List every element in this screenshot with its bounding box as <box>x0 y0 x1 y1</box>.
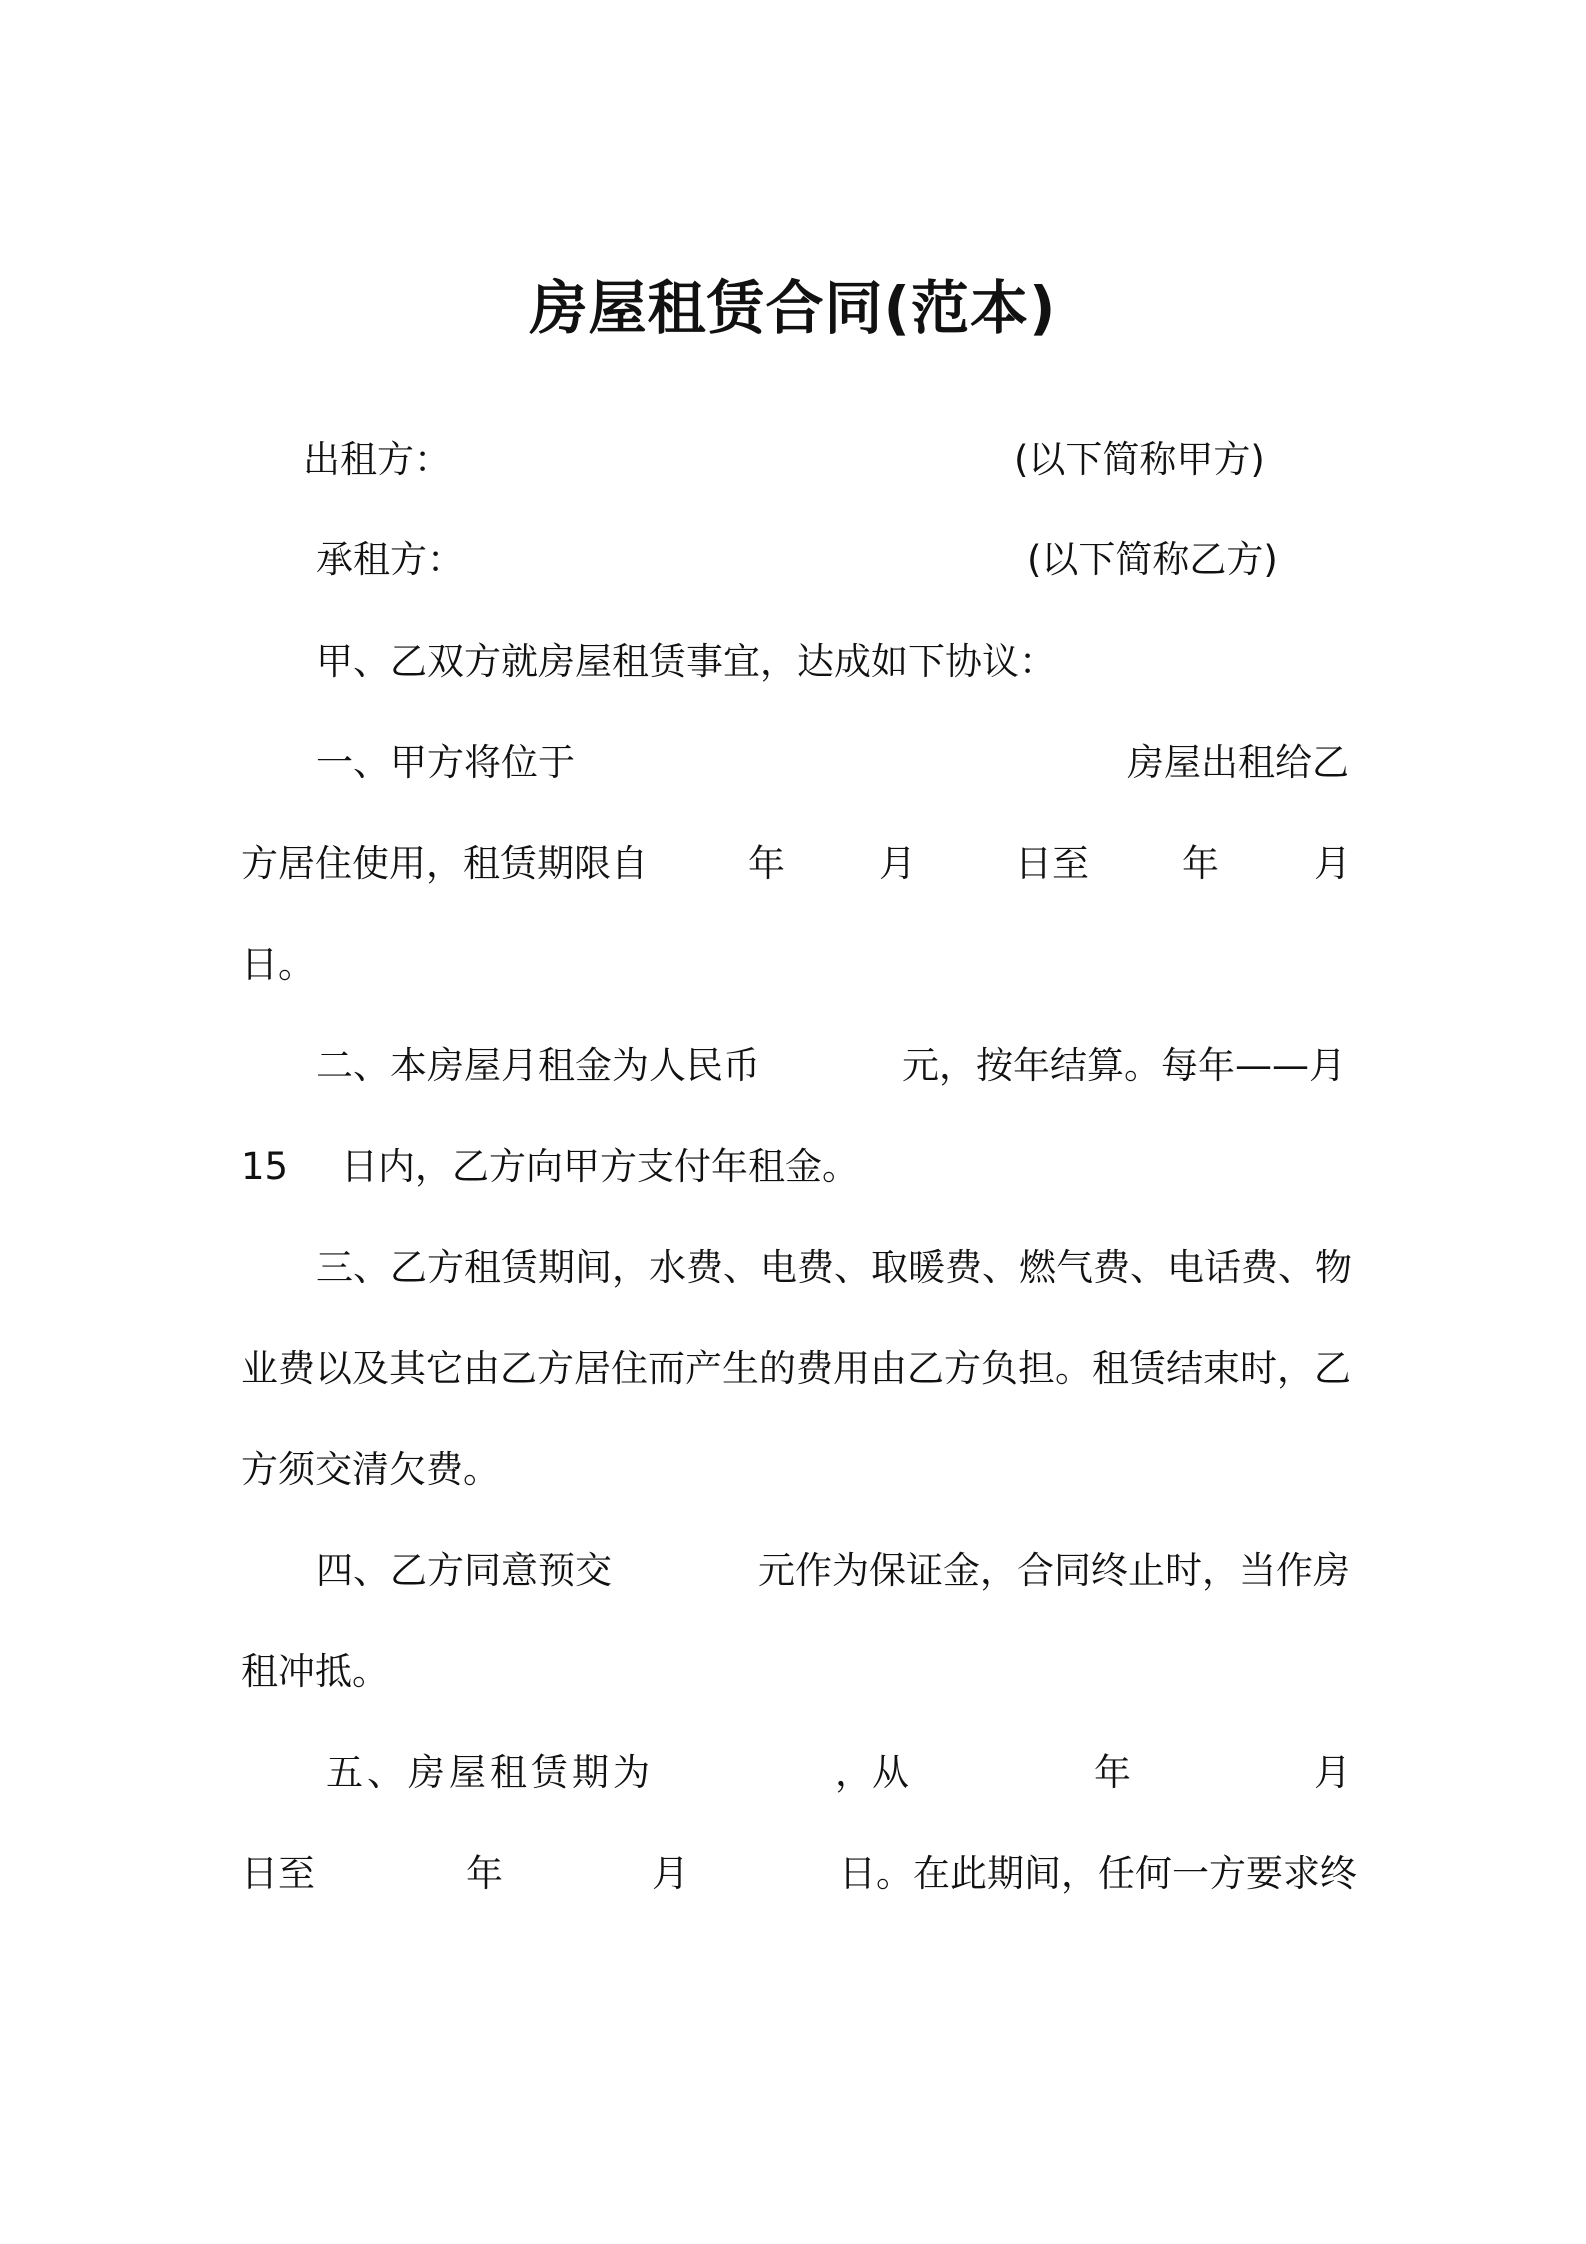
document-title: 房屋租赁合同(范本) <box>529 274 1057 342</box>
clause4-line1-start: 四、乙方同意预交 <box>316 1549 612 1592</box>
clause1-day-to: 日至 <box>1015 842 1089 885</box>
clause3-line2: 业费以及其它由乙方居住而产生的费用由乙方负担。租赁结束时，乙 <box>241 1347 1351 1390</box>
clause2-line1-start: 二、本房屋月租金为人民币 <box>316 1044 760 1087</box>
clause5-year-2: 年 <box>466 1852 503 1895</box>
clause2-day-number: 15 <box>241 1145 289 1188</box>
intro-text: 甲、乙双方就房屋租赁事宜，达成如下协议： <box>316 640 1056 683</box>
clause5-line1-start: 五、房屋租赁期为 <box>326 1751 654 1794</box>
lessee-label: 承租方： <box>316 538 464 581</box>
clause1-line2-text: 方居住使用，租赁期限自 <box>241 842 648 885</box>
clause1-line1-start: 一、甲方将位于 <box>316 741 575 784</box>
clause4-line2: 租冲抵。 <box>241 1650 389 1693</box>
lessor-note: (以下简称甲方) <box>1014 438 1265 481</box>
clause5-year-1: 年 <box>1094 1751 1131 1794</box>
clause5-month-2: 月 <box>652 1852 689 1895</box>
clause2-line2-text: 日内，乙方向甲方支付年租金。 <box>341 1145 859 1188</box>
clause1-month-2: 月 <box>1314 842 1351 885</box>
clause1-month-1: 月 <box>879 842 916 885</box>
clause1-line3: 日。 <box>241 943 315 986</box>
clause1-line1-end: 房屋出租给乙 <box>1127 741 1349 784</box>
clause4-line1-end: 元作为保证金，合同终止时，当作房 <box>758 1549 1350 1592</box>
clause5-day-to: 日至 <box>241 1852 315 1895</box>
clause5-line2-end: 日。在此期间，任何一方要求终 <box>839 1852 1357 1895</box>
clause3-line1: 三、乙方租赁期间，水费、电费、取暖费、燃气费、电话费、物 <box>316 1246 1352 1289</box>
lessee-note: (以下简称乙方) <box>1027 538 1278 581</box>
clause5-from: ，从 <box>835 1751 909 1794</box>
clause3-line3: 方须交清欠费。 <box>241 1448 500 1491</box>
clause1-year-2: 年 <box>1182 842 1219 885</box>
clause2-line1-end: 元，按年结算。每年——月 <box>902 1044 1346 1087</box>
lessor-label: 出租方： <box>303 438 451 481</box>
clause5-month-1: 月 <box>1314 1751 1351 1794</box>
clause1-year-1: 年 <box>748 842 785 885</box>
